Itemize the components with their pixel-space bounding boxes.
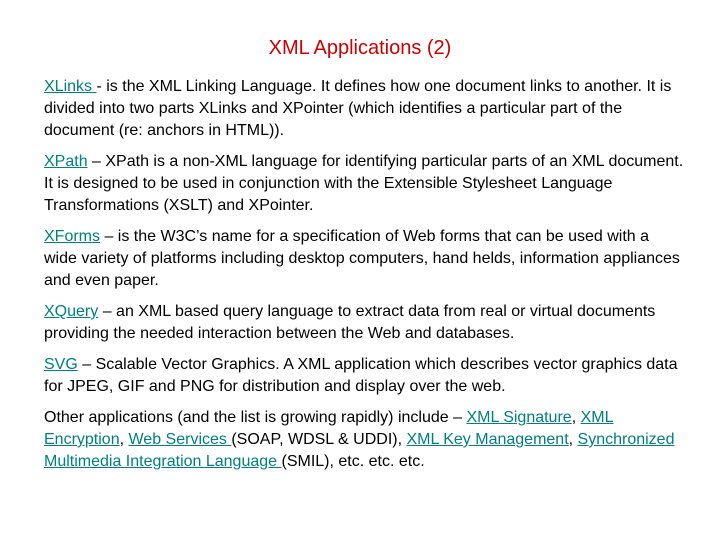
separator: , — [119, 431, 129, 448]
svg-description: – Scalable Vector Graphics. A XML application which describes vector graphics data for JPEG, GIF and PNG for distribution and display over the web. — [44, 356, 678, 395]
xlinks-description: - is the XML Linking Language. It defines how one document links to another. It is divided into two parts XLinks and XPointer (which identifies a particular part of the document (re: anchors in HTML)). — [44, 78, 672, 139]
xml-signature-link[interactable]: XML Signature — [466, 409, 572, 426]
xquery-description: – an XML based query language to extract data from real or virtual documents providing the needed interaction between the Web and databases. — [44, 303, 656, 342]
svg-link[interactable]: SVG — [44, 356, 78, 373]
content-body — [44, 76, 684, 482]
xpath-link[interactable]: XPath — [44, 153, 88, 170]
paragraph-other-applications — [44, 407, 684, 473]
page-title: XML Applications (2) — [268, 37, 452, 59]
web-services-link[interactable]: Web Services — [128, 431, 232, 448]
other-ending: (SMIL), etc. etc. etc. — [281, 453, 425, 470]
xml-key-management-link[interactable]: XML Key Management — [406, 431, 569, 448]
paragraph-xlinks — [44, 76, 684, 142]
paragraph-svg — [44, 354, 684, 398]
separator: , — [571, 409, 581, 426]
xlinks-link[interactable]: XLinks — [44, 78, 97, 95]
xml-encryption-link[interactable]: XML Encryption — [44, 409, 614, 448]
xpath-description: – XPath is a non-XML language for identifying particular parts of an XML document. It is designed to be used in conjunction with the Extensible Stylesheet Language Transformations (XSLT) and XPointer. — [44, 153, 684, 214]
separator: , — [568, 431, 578, 448]
paragraph-xforms — [44, 226, 684, 292]
paragraph-xquery — [44, 301, 684, 345]
paragraph-xpath — [44, 151, 684, 217]
other-intro: Other applications (and the list is growing rapidly) include – — [44, 409, 467, 426]
xquery-link[interactable]: XQuery — [44, 303, 99, 320]
xforms-link[interactable]: XForms — [44, 228, 100, 245]
smil-link[interactable]: Synchronized Multimedia Integration Language — [44, 431, 675, 470]
web-services-note: (SOAP, WDSL & UDDI), — [231, 431, 407, 448]
xforms-description: – is the W3C’s name for a specification of Web forms that can be used with a wide variety of platforms including desktop computers, hand helds, information appliances and even paper. — [44, 228, 680, 289]
